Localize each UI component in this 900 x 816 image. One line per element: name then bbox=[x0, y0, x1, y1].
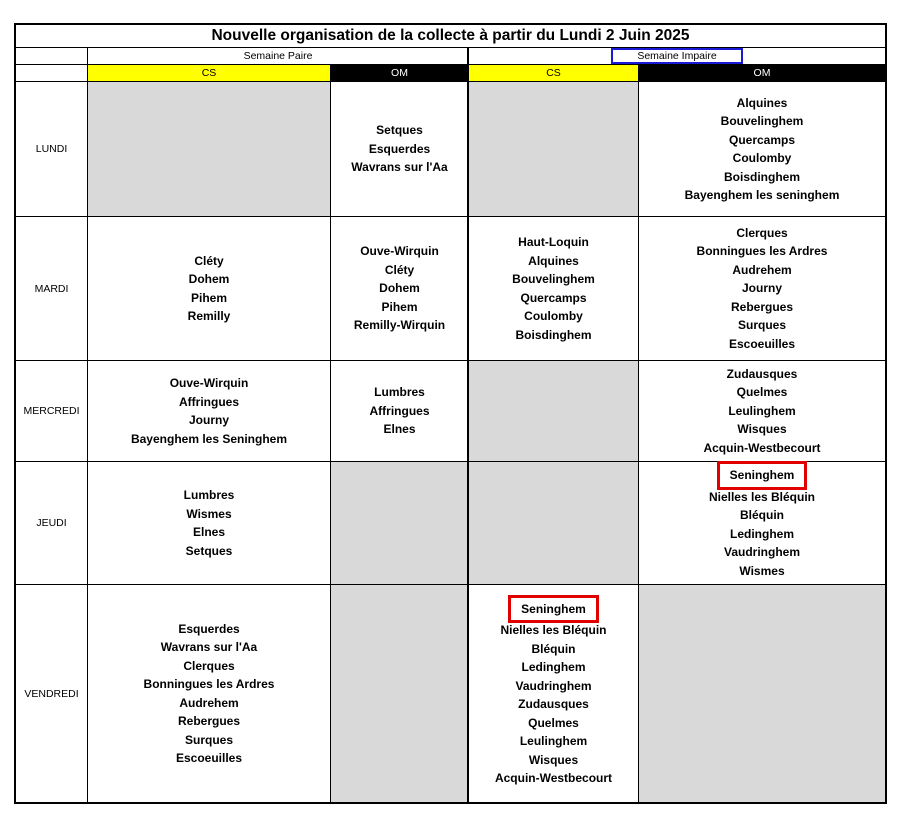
cell-jeudi-even-cs bbox=[88, 462, 331, 585]
commune-name: Remilly-Wirquin bbox=[353, 318, 446, 333]
commune-name: Affringues bbox=[179, 394, 239, 409]
cell-mercredi-odd-cs bbox=[469, 361, 639, 462]
cell-jeudi-odd-om bbox=[639, 462, 886, 585]
day-label: LUNDI bbox=[35, 143, 68, 155]
commune-name: Escoeuilles bbox=[728, 336, 796, 351]
commune-name: Journy bbox=[188, 413, 229, 427]
commune-name: Quelmes bbox=[736, 385, 788, 400]
cell-jeudi-odd-cs bbox=[469, 462, 639, 585]
cell-lundi-odd-om bbox=[639, 82, 886, 217]
day-label: MARDI bbox=[34, 282, 69, 295]
commune-name: Audrehem bbox=[179, 695, 239, 710]
commune-name: Leulinghem bbox=[519, 734, 588, 748]
commune-name: Vaudringhem bbox=[723, 545, 800, 559]
commune-name: Wavrans sur l'Aa bbox=[160, 640, 258, 654]
even-om-header bbox=[331, 65, 469, 82]
commune-name: Bonningues les Ardres bbox=[143, 677, 275, 691]
commune-name: Elnes bbox=[192, 525, 225, 539]
cell-vendredi-even-om bbox=[331, 585, 469, 803]
commune-name: Bléquin bbox=[531, 641, 576, 656]
commune-name: Setques bbox=[185, 543, 233, 558]
day-label-cell bbox=[16, 585, 88, 803]
cell-mardi-even-cs bbox=[88, 217, 331, 361]
commune-name: Bouvelinghem bbox=[720, 114, 804, 128]
day-label: VENDREDI bbox=[24, 687, 79, 700]
day-label-cell bbox=[16, 217, 88, 361]
commune-name: Setques bbox=[376, 123, 423, 138]
commune-name: Dohem bbox=[188, 272, 230, 286]
corner-cell bbox=[16, 65, 88, 82]
commune-name: Quelmes bbox=[528, 715, 579, 730]
commune-name: Bonningues les Ardres bbox=[696, 244, 828, 259]
commune-name: Coulomby bbox=[732, 151, 792, 165]
even-om-header-label: OM bbox=[391, 67, 408, 79]
day-label-cell bbox=[16, 82, 88, 217]
commune-name: Wisques bbox=[737, 422, 787, 437]
cell-lundi-even-om bbox=[331, 82, 469, 217]
commune-name: Ledinghem bbox=[521, 660, 586, 674]
even-week-label: Semaine Paire bbox=[243, 50, 313, 62]
commune-name: Lumbres bbox=[374, 385, 425, 400]
cell-mardi-even-om bbox=[331, 217, 469, 361]
commune-name: Wavrans sur l'Aa bbox=[351, 160, 448, 175]
commune-name: Alquines bbox=[736, 95, 788, 110]
commune-name: Pihem bbox=[190, 290, 227, 305]
commune-name: Rebergues bbox=[730, 299, 794, 314]
commune-name: Acquin-Westbecourt bbox=[703, 440, 821, 455]
commune-name: Boisdinghem bbox=[723, 169, 800, 184]
commune-name: Wismes bbox=[739, 563, 785, 578]
week-group-divider bbox=[467, 48, 469, 803]
commune-name: Zudausques bbox=[518, 697, 589, 711]
cell-vendredi-odd-om bbox=[639, 585, 886, 803]
day-label-cell bbox=[16, 462, 88, 585]
commune-name: Haut-Loquin bbox=[518, 235, 589, 249]
commune-name: Affringues bbox=[369, 403, 430, 418]
odd-week-label: Semaine Impaire bbox=[611, 48, 742, 64]
odd-cs-header bbox=[469, 65, 639, 82]
commune-name: Clerques bbox=[736, 225, 788, 240]
commune-name: Surques bbox=[184, 732, 233, 747]
cell-lundi-even-cs bbox=[88, 82, 331, 217]
day-label: JEUDI bbox=[36, 517, 67, 529]
commune-name: Acquin-Westbecourt bbox=[494, 771, 613, 785]
commune-name: Pihem bbox=[381, 299, 418, 314]
commune-name: Zudausques bbox=[726, 366, 798, 381]
highlighted-commune: Seninghem bbox=[513, 600, 594, 619]
commune-name: Wismes bbox=[186, 506, 232, 521]
cell-mercredi-even-cs bbox=[88, 361, 331, 462]
cell-mardi-odd-cs bbox=[469, 217, 639, 361]
page-title: Nouvelle organisation de la collecte à partir du Lundi 2 Juin 2025 bbox=[14, 23, 887, 48]
cell-vendredi-even-cs bbox=[88, 585, 331, 803]
cell-mercredi-even-om bbox=[331, 361, 469, 462]
commune-name: Coulomby bbox=[524, 309, 583, 323]
commune-name: Ledinghem bbox=[729, 526, 794, 541]
commune-name: Lumbres bbox=[183, 488, 235, 502]
commune-name: Esquerdes bbox=[178, 621, 240, 636]
commune-name: Cléty bbox=[194, 253, 224, 268]
commune-name: Vaudringhem bbox=[515, 678, 592, 693]
commune-name: Dohem bbox=[379, 281, 420, 296]
commune-name: Ouve-Wirquin bbox=[360, 244, 439, 259]
cell-jeudi-even-om bbox=[331, 462, 469, 585]
commune-name: Wisques bbox=[528, 752, 579, 767]
odd-week-header bbox=[469, 48, 886, 65]
cell-lundi-odd-cs bbox=[469, 82, 639, 217]
commune-name: Elnes bbox=[383, 422, 416, 437]
commune-name: Bayenghem les Seninghem bbox=[130, 431, 288, 446]
commune-name: Leulinghem bbox=[728, 403, 796, 418]
commune-name: Clerques bbox=[183, 658, 235, 673]
commune-name: Bayenghem les seninghem bbox=[684, 188, 840, 202]
commune-name: Escoeuilles bbox=[175, 751, 243, 765]
cell-mardi-odd-om bbox=[639, 217, 886, 361]
commune-name: Audrehem bbox=[732, 262, 792, 277]
commune-name: Nielles les Bléquin bbox=[500, 623, 607, 637]
highlighted-commune: Seninghem bbox=[722, 466, 803, 485]
commune-name: Journy bbox=[741, 281, 782, 296]
commune-name: Bléquin bbox=[740, 508, 784, 522]
commune-name: Esquerdes bbox=[368, 141, 431, 156]
odd-om-header-label: OM bbox=[753, 67, 771, 79]
commune-name: Quercamps bbox=[520, 290, 587, 305]
commune-name: Quercamps bbox=[728, 132, 796, 147]
even-cs-header-label: CS bbox=[201, 67, 217, 79]
commune-name: Alquines bbox=[528, 253, 579, 268]
commune-name: Nielles les Bléquin bbox=[708, 489, 816, 504]
commune-name: Remilly bbox=[187, 309, 231, 323]
commune-name: Surques bbox=[737, 318, 786, 333]
commune-name: Cléty bbox=[384, 262, 415, 277]
commune-name: Ouve-Wirquin bbox=[169, 376, 249, 390]
commune-name: Boisdinghem bbox=[515, 327, 592, 342]
even-cs-header bbox=[88, 65, 331, 82]
day-label: MERCREDI bbox=[23, 405, 80, 417]
day-label-cell bbox=[16, 361, 88, 462]
corner-cell bbox=[16, 48, 88, 65]
cell-mercredi-odd-om bbox=[639, 361, 886, 462]
even-week-header bbox=[88, 48, 469, 65]
commune-name: Bouvelinghem bbox=[512, 272, 595, 286]
commune-name: Rebergues bbox=[177, 714, 241, 728]
odd-cs-header-label: CS bbox=[546, 67, 561, 79]
odd-om-header bbox=[639, 65, 886, 82]
cell-vendredi-odd-cs bbox=[469, 585, 639, 803]
